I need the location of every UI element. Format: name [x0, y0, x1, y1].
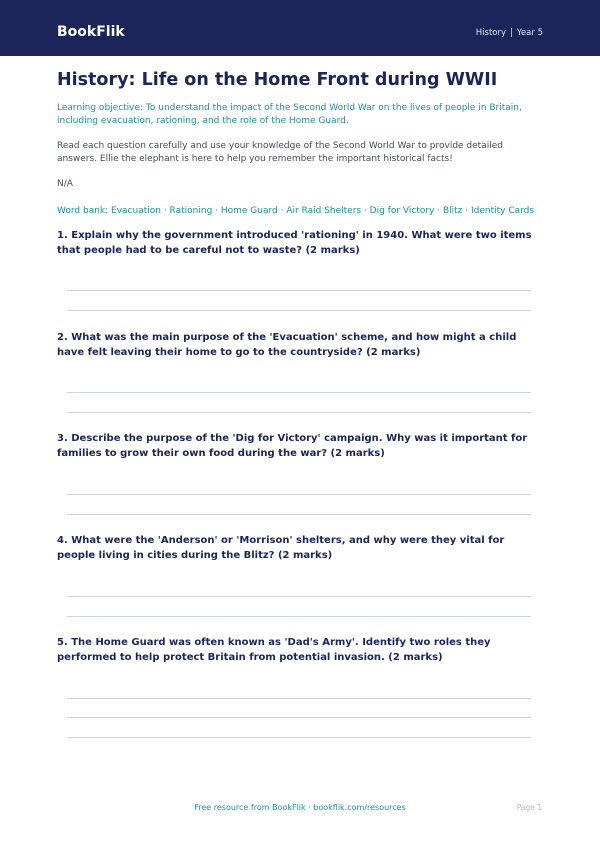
answer-line[interactable]: [67, 290, 531, 291]
worksheet-intro: [57, 68, 543, 218]
question-text: 1. Explain why the government introduced 'rationing' in 1940. What were two items that people had to be careful not to waste? (2 marks): [57, 230, 532, 256]
question-5: [57, 635, 543, 665]
answer-line[interactable]: [67, 310, 531, 311]
question-1: [57, 228, 543, 258]
answer-line[interactable]: [67, 514, 531, 515]
instructions-text: Read each question carefully and use your knowledge of the Second World War to provide detailed answers. Ellie the elephant is here to help you remember the important historical facts!: [57, 141, 503, 164]
answer-line[interactable]: [67, 616, 531, 617]
header-meta: [476, 26, 543, 40]
answer-line[interactable]: [67, 737, 531, 738]
subject-label: History: [475, 28, 507, 38]
note-text: N/A: [57, 179, 73, 189]
page-header: [0, 0, 600, 56]
question-text: 2. What was the main purpose of the 'Evacuation' scheme, and how might a child have felt leaving their home to go to the countryside? (2 marks): [57, 332, 517, 358]
answer-line[interactable]: [67, 717, 531, 718]
page-title: History: Life on the Home Front during WWII: [57, 70, 498, 90]
word-bank: Word bank: Evacuation · Rationing · Home Guard · Air Raid Shelters · Dig for Victory · Blitz · Identity Cards: [57, 206, 535, 216]
learning-objective: Learning objective: To understand the impact of the Second World War on the lives of people in Britain, including evacuation, rationing, and the role of the Home Guard.: [57, 103, 522, 126]
question-text: 5. The Home Guard was often known as 'Dad's Army'. Identify two roles they performed to help protect Britain from potential invasion. (2 marks): [57, 637, 491, 663]
header-separator: |: [510, 28, 513, 38]
answer-line[interactable]: [67, 596, 531, 597]
answer-line[interactable]: [67, 494, 531, 495]
answer-line[interactable]: [67, 412, 531, 413]
question-3: [57, 431, 543, 461]
brand-logo-text: BookFlik: [57, 24, 125, 40]
footer-link[interactable]: Free resource from BookFlik · bookflik.com/resources: [194, 803, 406, 812]
page-footer: [0, 802, 600, 816]
year-label: Year 5: [516, 28, 543, 38]
answer-line[interactable]: [67, 392, 531, 393]
answer-line[interactable]: [67, 698, 531, 699]
question-4: [57, 533, 543, 563]
page-number: Page 1: [516, 803, 542, 812]
question-text: 4. What were the 'Anderson' or 'Morrison' shelters, and why were they vital for people living in cities during the Blitz? (2 marks): [57, 535, 505, 561]
question-text: 3. Describe the purpose of the 'Dig for Victory' campaign. Why was it important for families to grow their own food during the war? (2 marks): [57, 433, 528, 459]
question-2: [57, 330, 543, 360]
